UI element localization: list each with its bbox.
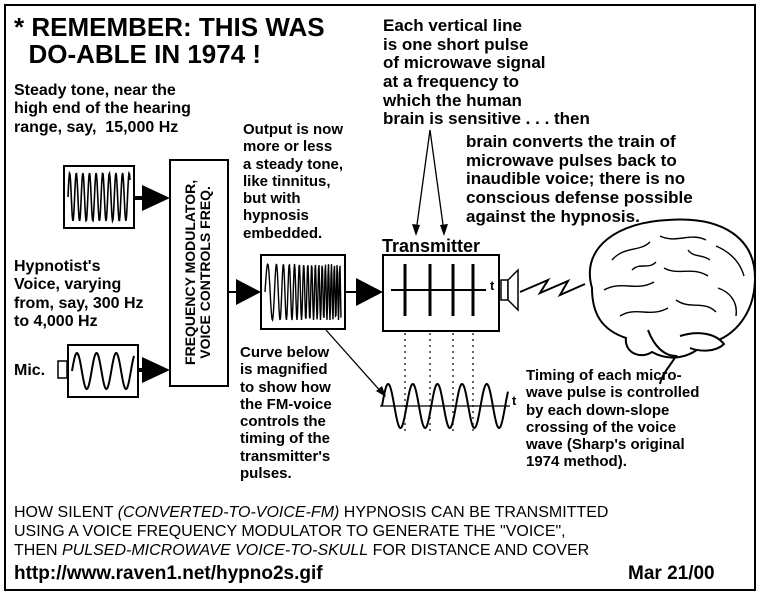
caption-line3-a: THEN (14, 542, 62, 560)
modulator-label-wrap (172, 162, 226, 382)
mic-icon (58, 361, 67, 378)
transmitter-box (383, 255, 499, 331)
caption (14, 503, 608, 561)
source-url: http://www.raven1.net/hypno2s.gif (14, 563, 323, 584)
date: Mar 21/00 (628, 563, 715, 584)
headline: * REMEMBER: THIS WAS DO-ABLE IN 1974 ! (14, 12, 325, 70)
timing-note: Timing of each micro- wave pulse is controlled by each down-slope crossing of the voice wave (Sharp's original 1974 method). (526, 367, 700, 471)
modulator-label: FREQUENCY MODULATOR, VOICE CONTROLS FREQ. (182, 179, 214, 365)
steady-tone-label: Steady tone, near the high end of the hearing range, say, 15,000 Hz (14, 82, 191, 136)
transmitter-t-label: t (490, 278, 495, 293)
brain-note: brain converts the train of microwave pulses back to inaudible voice; there is no conscious defense possible against the hypnosis. (466, 132, 693, 226)
brain-icon (590, 220, 755, 384)
caption-line1-b: (CONVERTED-TO-VOICE-FM) (117, 504, 340, 521)
output-note: Output is now more or less a steady tone, like tinnitus, but with hypnosis embedded. (243, 121, 344, 242)
hypnotist-voice-label: Hypnotist's Voice, varying from, say, 300 Hz to 4,000 Hz (14, 258, 144, 331)
antenna-icon (501, 280, 508, 300)
mic-label: Mic. (14, 362, 46, 379)
transmitter-label: Transmitter (382, 236, 481, 256)
curve-note: Curve below is magnified to show how the FM-voice controls the timing of the transmitter's pulses. (240, 344, 332, 482)
caption-line3-b: PULSED-MICROWAVE VOICE-TO-SKULL (62, 542, 369, 560)
mic-box (68, 345, 138, 397)
caption-line1-c: HYPNOSIS CAN BE TRANSMITTED (339, 504, 609, 521)
magnify-pointer (326, 330, 383, 394)
caption-line3-c: FOR DISTANCE AND COVER (368, 542, 590, 560)
pulse-note: Each vertical line is one short pulse of microwave signal at a frequency to which the human brain is sensitive . . . then (383, 16, 590, 129)
timing-dotted-lines (405, 333, 473, 432)
curve-t-label: t (512, 393, 517, 408)
caption-line2: USING A VOICE FREQUENCY MODULATOR TO GENERATE THE "VOICE", (14, 523, 566, 541)
microwave-zigzag (520, 280, 585, 295)
antenna-horn (508, 270, 518, 310)
caption-line1-a: HOW SILENT (14, 504, 118, 521)
pulse-note-pointers (416, 130, 444, 232)
